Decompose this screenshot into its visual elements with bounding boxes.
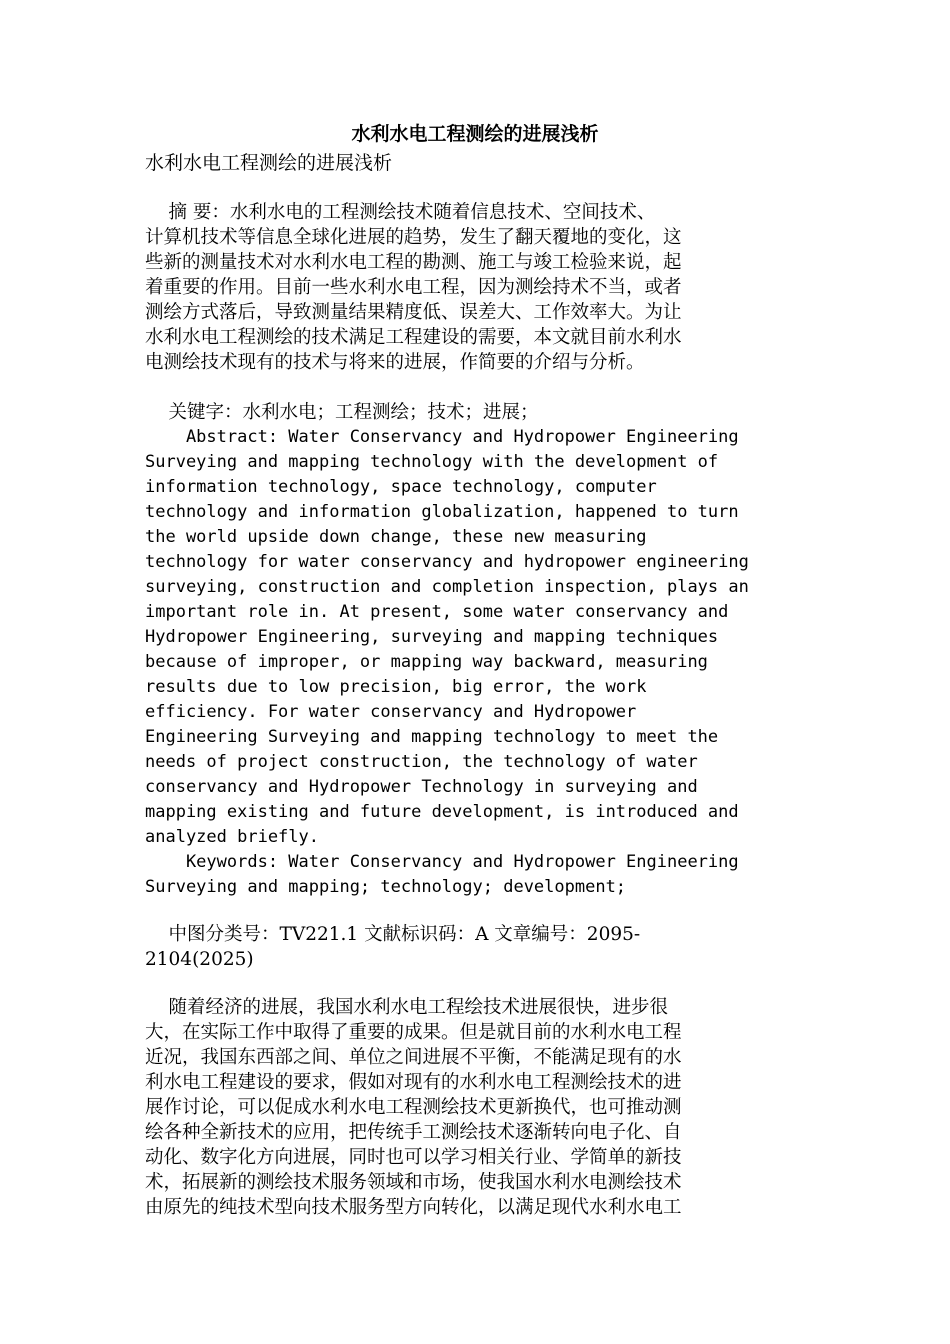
abstract-en-line: analyzed briefly.	[145, 827, 319, 847]
keywords-en-line: Keywords: Water Conservancy and Hydropower Engineering	[145, 852, 739, 872]
abstract-en	[145, 425, 805, 850]
body-line: 近况，我国东西部之间、单位之间进展不平衡，不能满足现有的水	[145, 1047, 682, 1068]
body-line: 术，拓展新的测绘技术服务领域和市场，使我国水利水电测绘技术	[145, 1172, 682, 1193]
abstract-en-line: surveying, construction and completion inspection, plays an	[145, 577, 749, 597]
abstract-cn	[145, 200, 805, 375]
abstract-en-line: efficiency. For water conservancy and Hydropower	[145, 702, 637, 722]
abstract-en-line: Abstract: Water Conservancy and Hydropower Engineering	[145, 427, 739, 447]
abstract-en-line: results due to low precision, big error, the work	[145, 677, 647, 697]
body-line: 动化、数字化方向进展，同时也可以学习相关行业、学简单的新技	[145, 1147, 682, 1168]
document-title: 水利水电工程测绘的进展浅析	[351, 123, 599, 145]
keywords-en-line: Surveying and mapping; technology; development;	[145, 877, 627, 897]
classification-info	[145, 922, 805, 972]
abstract-en-line: Engineering Surveying and mapping technology to meet the	[145, 727, 719, 747]
abstract-en-line: technology for water conservancy and hydropower engineering	[145, 552, 749, 572]
keywords-cn	[145, 400, 805, 425]
keywords-en	[145, 850, 805, 900]
abstract-en-line: technology and information globalization, happened to turn	[145, 502, 739, 522]
body-line: 利水电工程建设的要求，假如对现有的水利水电工程测绘技术的进	[145, 1072, 682, 1093]
abstract-en-line: Surveying and mapping technology with the development of	[145, 452, 719, 472]
abstract-en-line: information technology, space technology, computer	[145, 477, 657, 497]
abstract-en-line: needs of project construction, the technology of water	[145, 752, 698, 772]
classification-line: 中图分类号：TV221.1 文献标识码：A 文章编号：2095-	[145, 924, 641, 945]
body-line: 展作讨论，可以促成水利水电工程测绘技术更新换代，也可推动测	[145, 1097, 682, 1118]
abstract-cn-line: 着重要的作用。目前一些水利水电工程，因为测绘持术不当，或者	[145, 277, 682, 298]
abstract-cn-line: 水利水电工程测绘的技术满足工程建设的需要，本文就目前水利水	[145, 327, 682, 348]
abstract-cn-line: 计算机技术等信息全球化进展的趋势，发生了翻天覆地的变化，这	[145, 227, 682, 248]
abstract-en-line: because of improper, or mapping way backward, measuring	[145, 652, 708, 672]
body-line: 大，在实际工作中取得了重要的成果。但是就目前的水利水电工程	[145, 1022, 682, 1043]
abstract-cn-line: 些新的测量技术对水利水电工程的勘测、施工与竣工检验来说，起	[145, 252, 682, 273]
document-subtitle: 水利水电工程测绘的进展浅析	[145, 152, 393, 174]
abstract-en-line: Hydropower Engineering, surveying and mapping techniques	[145, 627, 719, 647]
keywords-cn-line: 关键字：水利水电；工程测绘；技术；进展；	[145, 402, 539, 423]
body-line: 绘各种全新技术的应用，把传统手工测绘技术逐渐转向电子化、自	[145, 1122, 682, 1143]
abstract-cn-line: 摘 要：水利水电的工程测绘技术随着信息技术、空间技术、	[145, 202, 656, 223]
body-paragraph	[145, 995, 805, 1220]
body-line: 由原先的纯技术型向技术服务型方向转化，以满足现代水利水电工	[145, 1197, 682, 1218]
abstract-cn-line: 测绘方式落后，导致测量结果精度低、误差大、工作效率大。为让	[145, 302, 682, 323]
abstract-en-line: the world upside down change, these new measuring	[145, 527, 647, 547]
abstract-en-line: mapping existing and future development, is introduced and	[145, 802, 739, 822]
abstract-cn-line: 电测绘技术现有的技术与将来的进展，作简要的介绍与分析。	[145, 352, 645, 373]
abstract-en-line: conservancy and Hydropower Technology in surveying and	[145, 777, 698, 797]
classification-line: 2104(2025)	[145, 949, 254, 970]
abstract-en-line: important role in. At present, some water conservancy and	[145, 602, 729, 622]
body-line: 随着经济的进展，我国水利水电工程绘技术进展很快，进步很	[145, 997, 669, 1018]
